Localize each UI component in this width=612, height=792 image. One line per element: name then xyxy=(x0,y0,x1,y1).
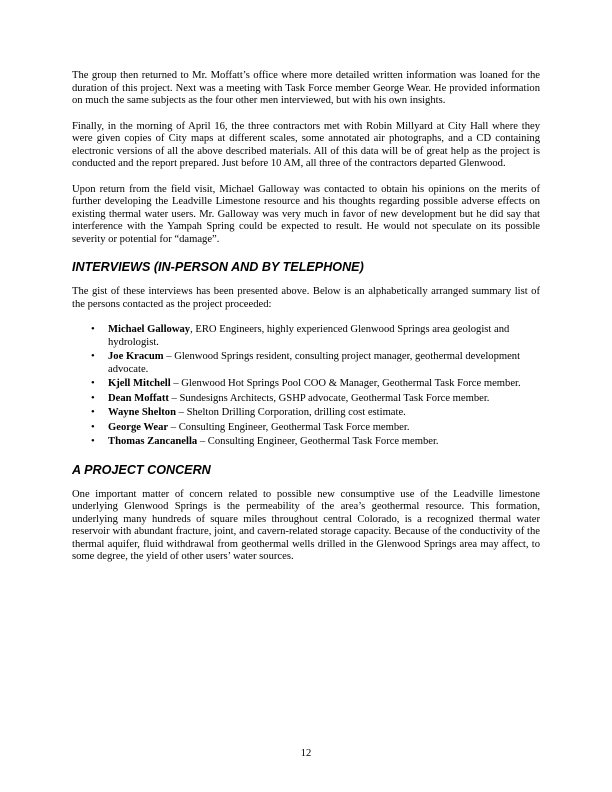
person-description: – Glenwood Hot Springs Pool COO & Manager, Geothermal Task Force member. xyxy=(170,378,521,389)
paragraph-galloway-opinion: Upon return from the field visit, Michael Galloway was contacted to obtain his opinions on the merits of further developing the Leadville Limestone resource and his thoughts regarding possible adverse effects on existing thermal water users. Mr. Galloway was very much in favor of new development but he did say that interference with the Yampah Spring could be expected to result. He would not speculate on its possible severity or potential for “damage”. xyxy=(72,183,540,245)
list-item xyxy=(72,351,538,376)
document-page xyxy=(72,70,540,577)
paragraph-interviews-intro: The gist of these interviews has been presented above. Below is an alphabetically arranged summary list of the persons contacted as the project proceeded: xyxy=(72,286,540,310)
person-description: – Consulting Engineer, Geothermal Task Force member. xyxy=(197,436,439,447)
bullet-icon: • xyxy=(91,436,95,447)
person-name: George Wear xyxy=(108,421,169,433)
person-name: Dean Moffatt xyxy=(108,392,169,404)
list-item xyxy=(72,324,538,349)
person-description: , ERO Engineers, highly experienced Glenwood Springs area geologist and hydrologist. xyxy=(108,324,510,348)
list-item xyxy=(72,378,538,391)
bullet-icon: • xyxy=(91,392,95,404)
bullet-icon: • xyxy=(91,351,95,362)
list-item xyxy=(72,436,538,449)
person-name: Michael Galloway xyxy=(108,324,191,335)
page-number: 12 xyxy=(300,748,312,759)
person-description: – Glenwood Springs resident, consulting project manager, geothermal development advocate. xyxy=(108,351,521,375)
list-item xyxy=(72,407,538,420)
section-heading-project-concern: A PROJECT CONCERN xyxy=(72,462,211,477)
person-name: Thomas Zancanella xyxy=(108,436,198,447)
persons-contacted-list xyxy=(72,324,540,449)
person-description: – Sundesigns Architects, GSHP advocate, Geothermal Task Force member. xyxy=(168,392,490,404)
list-item xyxy=(72,422,538,435)
person-description: – Shelton Drilling Corporation, drilling cost estimate. xyxy=(176,407,406,418)
person-description: – Consulting Engineer, Geothermal Task Force member. xyxy=(168,421,410,433)
bullet-icon: • xyxy=(91,324,95,335)
bullet-icon: • xyxy=(91,378,95,389)
bullet-icon: • xyxy=(91,407,95,418)
paragraph-city-hall-meeting: Finally, in the morning of April 16, the three contractors met with Robin Millyard at City Hall where they were given copies of City maps at different scales, some annotated air photographs, and a CD containing electronic versions of all the above described materials. All of this data will be of great help as the project is conducted and the report prepared. Just before 10 AM, all three of the contractors departed Glenwood. xyxy=(72,120,540,169)
bullet-icon: • xyxy=(91,421,95,433)
paragraph-moffatt-office: The group then returned to Mr. Moffatt’s office where more detailed written information was loaned for the duration of this project. Next was a meeting with Task Force member George Wear. He provided information on much the same subjects as the four other men interviewed, but with his own insights. xyxy=(72,70,540,106)
list-item xyxy=(72,393,538,406)
section-heading-interviews: INTERVIEWS (IN-PERSON AND BY TELEPHONE) xyxy=(72,260,364,274)
paragraph-project-concern: One important matter of concern related to possible new consumptive use of the Leadville limestone underlying Glenwood Springs is the permeability of the area’s geothermal resource. This formation, underlying many hundreds of square miles throughout central Colorado, is a recognized thermal water reservoir with abundant fracture, joint, and cavern-related storage capacity. Because of the conductivity of the thermal aquifer, fluid withdrawal from geothermal wells drilled in the Glenwood Springs area may affect, to some degree, the yield of other users’ water sources. xyxy=(72,488,540,562)
person-name: Wayne Shelton xyxy=(108,407,176,418)
person-name: Joe Kracum xyxy=(108,351,164,362)
person-name: Kjell Mitchell xyxy=(108,378,171,389)
